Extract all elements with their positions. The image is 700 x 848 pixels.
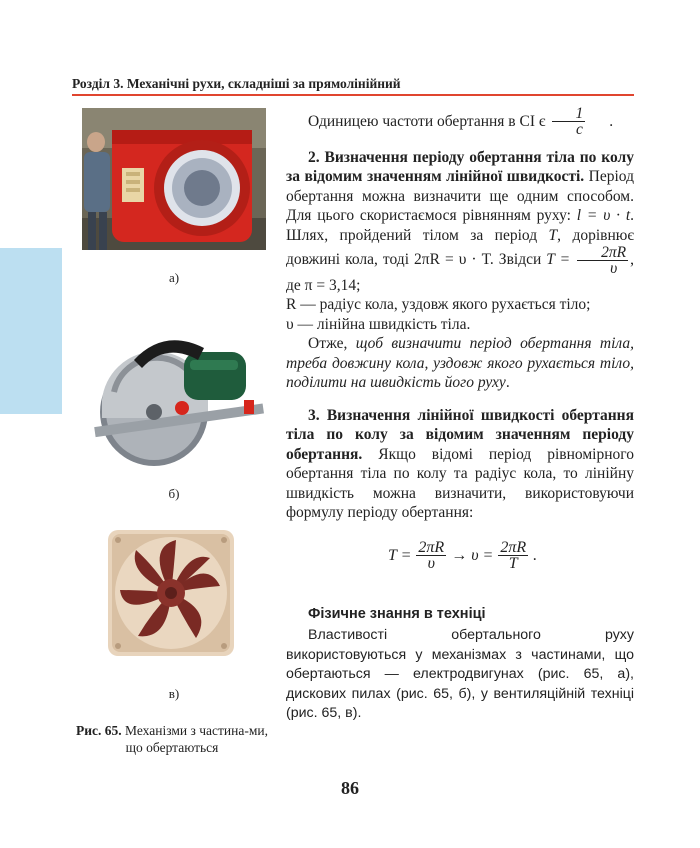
unit-line: Одиницею частоти обертання в СІ є $\frac{1}{c}$ .	[286, 106, 634, 137]
section-2-title: 2. Визначення періоду обертання тіла по колу за відомим значенням лінійної швидкості.	[286, 149, 634, 186]
formula-den-1: υ	[427, 555, 435, 572]
section-2-body-2: . Шлях, пройдений тілом за період	[286, 207, 635, 244]
formula-fraction-2	[498, 540, 528, 571]
page-number: 86	[341, 778, 359, 798]
unit-fraction-den: c	[575, 121, 583, 138]
formula-end: .	[533, 546, 538, 564]
tech-section-title: Фізичне знання в техніці	[308, 606, 486, 622]
section-2	[286, 148, 634, 392]
formula-num-2: 2πR	[500, 539, 527, 556]
section-2-conclusion-end: .	[505, 374, 510, 392]
section-2-formula-den: υ	[610, 260, 618, 278]
section-2-body-1: Період обертання можна визначити ще одним способом. Для цього скористаємося рівнянням руху:	[286, 168, 634, 225]
header-rule	[72, 94, 634, 96]
formula-num-1: 2πR	[418, 539, 445, 556]
formula-arrow: → υ =	[451, 546, 494, 564]
caption-text: Механізми з частина-ми, що обертаються	[125, 723, 268, 755]
unit-sentence: Одиницею частоти обертання в СІ є	[308, 112, 546, 130]
side-tab-marker	[0, 248, 62, 414]
figure-b-label: б)	[168, 486, 180, 501]
section-2-v-line: υ — лінійна швидкість тіла.	[286, 315, 471, 333]
section-2-r-line: R — радіус кола, уздовж якого рухається тіло;	[286, 296, 591, 314]
section-2-period-symbol: T	[548, 226, 558, 244]
circular-saw-photo	[74, 320, 274, 470]
formula-fraction-1	[416, 540, 446, 571]
chapter-header: Розділ 3. Механічні рухи, складніші за прямолінійний	[72, 76, 401, 91]
figure-c-label: в)	[168, 686, 180, 701]
section-2-conclusion-italic: щоб визначити період обертання тіла, треба довжину кола, уздовж якого рухається тіло, поділити на швидкість його руху	[286, 335, 634, 392]
section-2-conclusion-start: Отже,	[308, 335, 348, 353]
cooling-fan-photo	[106, 528, 236, 658]
figure-a-label: а)	[168, 270, 180, 285]
section-3-title: 3. Визначення лінійної швидкості обертання тіла по колу за відомим значенням періоду обертання.	[286, 407, 634, 463]
velocity-formula	[388, 540, 537, 571]
tech-section-body: Властивості обертального руху використовуються у механізмах з частинами, що обертаються — електродвигунах (рис. 65, а), дискових пилах (рис. 65, б), у вентиляційній техніці (рис. 65, в).	[286, 627, 634, 721]
caption-number: Рис. 65.	[76, 723, 122, 738]
section-2-body-3: , дорівнює довжині кола, тоді 2πR = υ · T. Звідси	[286, 226, 634, 269]
formula-T: T =	[388, 546, 412, 564]
section-3-body: Якщо відомі період рівномірного обертання тіла по колу та радіус кола, то лінійну швидкість можна визначити, використовуючи формулу періоду обертання:	[286, 445, 635, 522]
formula-den-2: T	[508, 555, 518, 572]
section-2-pi: , де π = 3,14;	[286, 251, 635, 295]
section-2-formula-fraction	[577, 245, 628, 276]
unit-fraction	[552, 106, 586, 137]
section-2-formula-num: 2πR	[577, 245, 628, 261]
electric-motor-photo	[82, 108, 266, 250]
unit-fraction-num: 1	[552, 106, 586, 122]
section-3	[286, 406, 634, 522]
figure-caption	[72, 722, 272, 756]
section-2-formula-left: T =	[546, 251, 571, 269]
section-2-equation: l = υ · t	[576, 207, 631, 225]
